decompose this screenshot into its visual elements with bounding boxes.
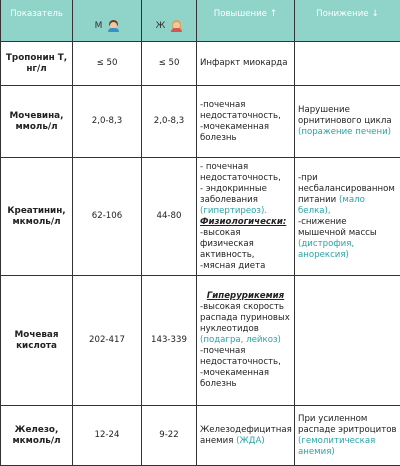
table-header-row: [1, 0, 400, 42]
male-avatar-icon: [108, 20, 119, 32]
increase-cell: Железодефицитная анемия (ЖДА): [197, 406, 295, 466]
param-name: Тропонин Т, нг/л: [1, 42, 73, 86]
table-row: [1, 42, 400, 86]
increase-cell: - почечная недостаточность, - эндокринные заболевания (гипертиреоз). Физиологически: -высокая физическая активность, -мясная диета: [197, 158, 295, 276]
female-norm: 143-339: [142, 276, 197, 406]
header-female: [142, 0, 197, 42]
male-norm: 2,0-8,3: [73, 86, 142, 158]
decrease-cell: Нарушение орнитинового цикла (поражение печени): [295, 86, 400, 158]
param-name: Мочевая кислота: [1, 276, 73, 406]
param-name: Железо, мкмоль/л: [1, 406, 73, 466]
arrow-down-icon: ↓: [371, 9, 379, 19]
table-row: [1, 86, 400, 158]
female-label: Ж: [156, 21, 166, 32]
arrow-up-icon: ↑: [270, 9, 278, 19]
param-name: Креатинин, мкмоль/л: [1, 158, 73, 276]
header-increase: Повышение ↑: [197, 0, 295, 42]
increase-cell: Гиперурикемия -высокая скорость распада пуриновых нуклеотидов (подагра, лейкоз) -почечная недостаточность, -мочекаменная болезнь: [197, 276, 295, 406]
male-norm: 202-417: [73, 276, 142, 406]
table-row: [1, 158, 400, 276]
female-norm: 44-80: [142, 158, 197, 276]
decrease-cell: -при несбалансированном питании (мало белка), -снижение мышечной массы (дистрофия, анорексия): [295, 158, 400, 276]
decrease-cell: [295, 276, 400, 406]
decrease-cell: При усиленном распаде эритроцитов (гемолитическая анемия): [295, 406, 400, 466]
table-row: [1, 276, 400, 406]
header-decrease: Понижение ↓: [295, 0, 400, 42]
male-norm: 62-106: [73, 158, 142, 276]
decrease-cell: [295, 42, 400, 86]
female-norm: 9-22: [142, 406, 197, 466]
header-male: [73, 0, 142, 42]
increase-cell: -почечная недостаточность, -мочекаменная болезнь: [197, 86, 295, 158]
female-norm: 2,0-8,3: [142, 86, 197, 158]
female-avatar-icon: [171, 20, 182, 32]
increase-cell: Инфаркт миокарда: [197, 42, 295, 86]
female-norm: ≤ 50: [142, 42, 197, 86]
table-row: [1, 406, 400, 466]
male-norm: 12-24: [73, 406, 142, 466]
male-label: М: [95, 21, 103, 32]
param-name: Мочевина, ммоль/л: [1, 86, 73, 158]
male-norm: ≤ 50: [73, 42, 142, 86]
header-parameter: Показатель: [1, 0, 73, 42]
